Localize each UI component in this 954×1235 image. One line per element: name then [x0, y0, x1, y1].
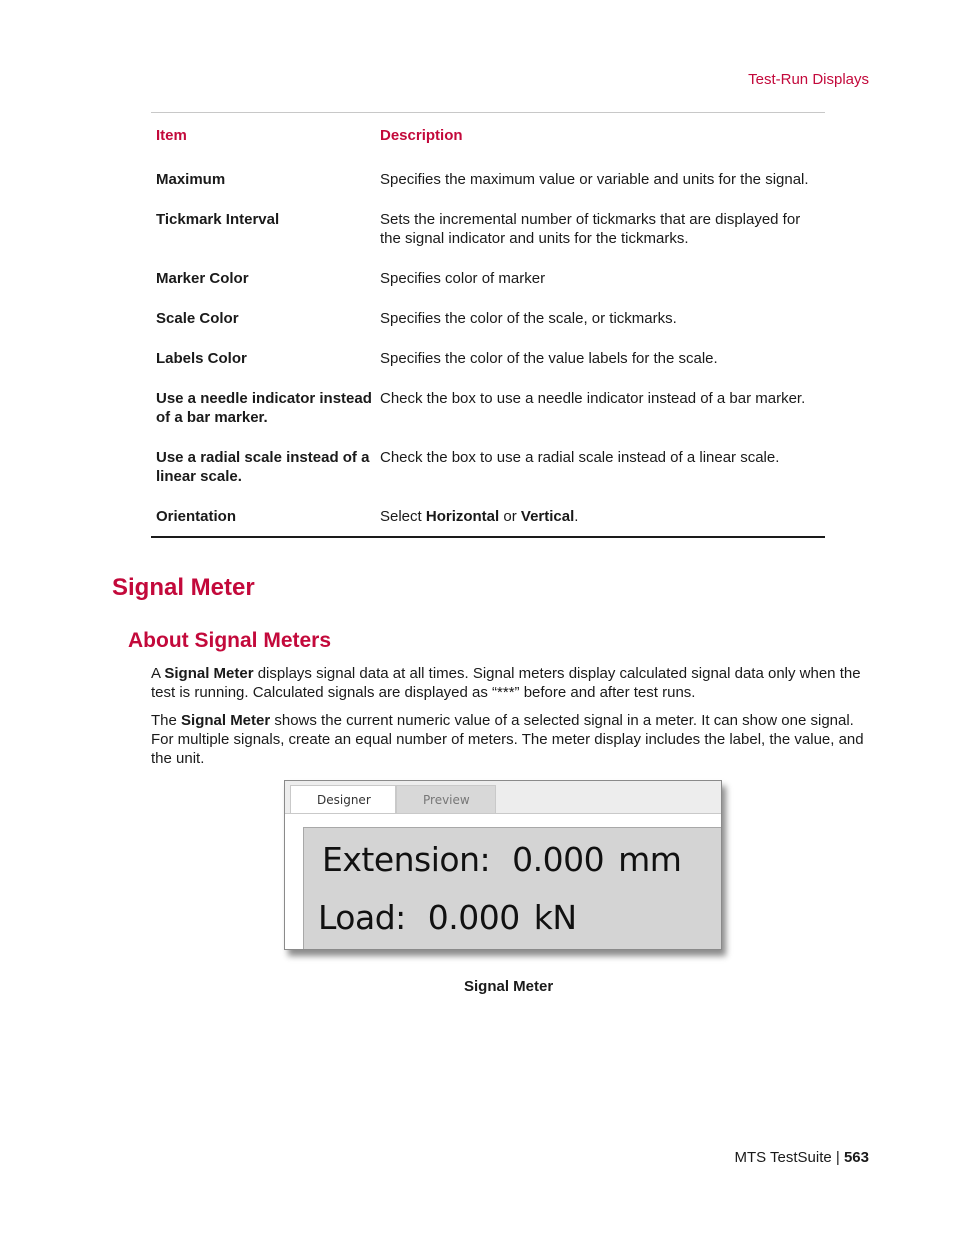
paragraph-text: A [151, 665, 165, 682]
description-text: or [499, 508, 521, 525]
table-row [151, 269, 825, 309]
paragraph-text: The [151, 712, 182, 729]
page-number: 563 [843, 1149, 869, 1166]
paragraph-bold: Signal Meter [164, 665, 254, 682]
tab-designer[interactable]: Designer [290, 785, 396, 813]
page-footer [734, 1149, 869, 1166]
column-header-item: Item [156, 127, 187, 144]
row-item: Orientation [156, 508, 237, 525]
paragraph-2 [151, 711, 876, 768]
table-row [151, 389, 825, 448]
footer-separator: | [831, 1149, 844, 1166]
meter-value: 0.000 [427, 898, 520, 937]
description-text: . [574, 508, 579, 525]
row-description: Specifies the color of the scale, or tickmarks. [380, 310, 677, 327]
row-item: Marker Color [156, 270, 249, 287]
table-row [151, 170, 825, 210]
row-description: Specifies the maximum value or variable and units for the signal. [380, 171, 809, 188]
table-row [151, 448, 825, 507]
signal-meter-screenshot [284, 780, 722, 950]
paragraph-text: shows the current numeric value of a selected signal in a meter. It can show one signal. For multiple signals, create an equal number of meters. The meter display includes the label, the value, and the unit. [151, 712, 864, 767]
row-item: Tickmark Interval [156, 211, 280, 228]
paragraph-1 [151, 664, 876, 702]
tab-preview[interactable]: Preview [396, 785, 496, 813]
description-text: Select [380, 508, 426, 525]
footer-product: MTS TestSuite [734, 1149, 832, 1166]
meter-unit: mm [618, 840, 682, 879]
row-description [380, 507, 825, 536]
row-description: Check the box to use a radial scale instead of a linear scale. [380, 449, 780, 466]
table-row [151, 507, 825, 536]
subsection-title: About Signal Meters [128, 629, 332, 652]
column-header-description: Description [380, 127, 463, 144]
meter-unit: kN [533, 898, 577, 937]
row-description: Specifies the color of the value labels for the scale. [380, 350, 718, 367]
row-item: Scale Color [156, 310, 239, 327]
description-bold: Vertical [520, 508, 575, 525]
meter-label: Load: [318, 898, 406, 937]
panel-margin [285, 814, 721, 827]
row-description: Check the box to use a needle indicator instead of a bar marker. [380, 390, 806, 407]
meter-panel [303, 827, 721, 949]
figure-caption: Signal Meter [464, 978, 554, 995]
running-header: Test-Run Displays [748, 71, 869, 88]
meter-extension [322, 840, 681, 879]
row-description: Specifies color of marker [380, 270, 546, 287]
table-row [151, 210, 825, 269]
section-title: Signal Meter [112, 574, 255, 601]
meter-value: 0.000 [512, 840, 605, 879]
table-row [151, 309, 825, 349]
table-header-row [151, 113, 825, 170]
meter-label: Extension: [322, 840, 491, 879]
meter-load [318, 898, 577, 937]
tab-bar [285, 781, 721, 814]
row-item: Use a needle indicator instead of a bar marker. [156, 390, 372, 426]
properties-table [151, 112, 825, 538]
row-item: Labels Color [156, 350, 247, 367]
table-row [151, 349, 825, 389]
description-bold: Horizontal [425, 508, 500, 525]
row-description: Sets the incremental number of tickmarks that are displayed for the signal indicator and units for the tickmarks. [380, 211, 801, 247]
paragraph-bold: Signal Meter [181, 712, 271, 729]
paragraph-text: displays signal data at all times. Signal meters display calculated signal data only when the test is running. Calculated signals are displayed as “***” before and after test runs. [151, 665, 861, 701]
row-item: Use a radial scale instead of a linear scale. [156, 449, 370, 485]
row-item: Maximum [156, 171, 226, 188]
